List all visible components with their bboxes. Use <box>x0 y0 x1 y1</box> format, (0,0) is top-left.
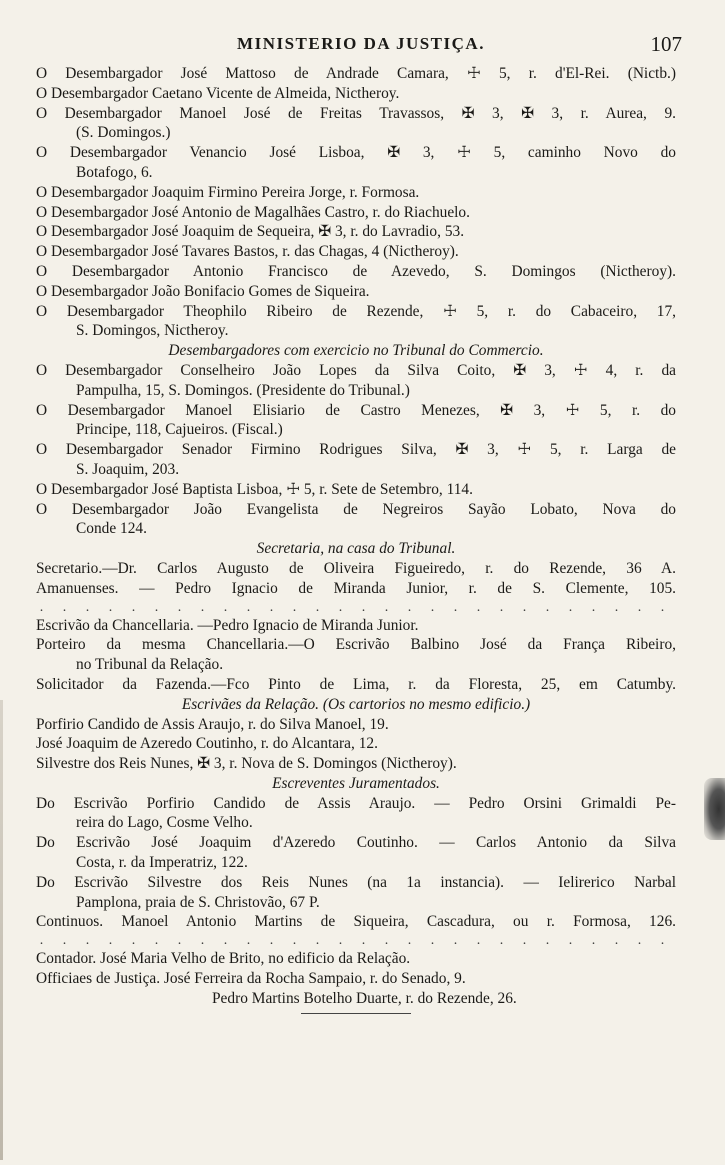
section-heading: Escreventes Juramentados. <box>272 774 440 792</box>
section-heading: Secretaria, na casa do Tribunal. <box>256 540 456 558</box>
page-header <box>36 34 686 62</box>
entry-line: O Desembargador José Tavares Bastos, r. das Chagas, 4 (Nictheroy). <box>36 243 459 261</box>
running-title: MINISTERIO DA JUSTIÇA. <box>237 34 485 53</box>
ink-blot <box>704 778 725 840</box>
closing-rule <box>301 1013 411 1014</box>
entry-line: O Desembargador João Bonifacio Gomes de Siqueira. <box>36 282 370 300</box>
entry-line: Secretario.—Dr. Carlos Augusto de Oliveira Figueiredo, r. do Rezende, 36 A. <box>36 559 676 577</box>
page-number: 107 <box>650 32 682 56</box>
entry-line: O Desembargador Conselheiro João Lopes da Silva Coito, ✠ 3, ☩ 4, r. da <box>36 361 676 379</box>
entry-line: Do Escrivão Silvestre dos Reis Nunes (na 1a instancia). — Ielirerico Narbal <box>36 873 676 891</box>
entry-line: Porteiro da mesma Chancellaria.—O Escrivão Balbino José da França Ribeiro, <box>36 636 676 654</box>
entry-line: Amanuenses. — Pedro Ignacio de Miranda Junior, r. de S. Clemente, 105. <box>36 579 676 597</box>
entry-continuation: S. Domingos, Nictheroy. <box>76 322 229 340</box>
page-body <box>36 64 676 1014</box>
entry-continuation: Pamplona, praia de S. Christovão, 67 P. <box>76 893 320 911</box>
entry-continuation: (S. Domingos.) <box>76 124 171 142</box>
entry-line: O Desembargador Antonio Francisco de Azevedo, S. Domingos (Nictheroy). <box>36 262 676 280</box>
entry-line: Do Escrivão Porfirio Candido de Assis Araujo. — Pedro Orsini Grimaldi Pe- <box>36 794 676 812</box>
entry-line: O Desembargador José Baptista Lisboa, ☩ 5, r. Sete de Setembro, 114. <box>36 480 473 498</box>
entry-line: O Desembargador Caetano Vicente de Almeida, Nictheroy. <box>36 84 400 102</box>
entry-line: O Desembargador Venancio José Lisboa, ✠ 3, ☩ 5, caminho Novo do <box>36 144 676 162</box>
entry-continuation: reira do Lago, Cosme Velho. <box>76 814 253 832</box>
entry-line: Porfirio Candido de Assis Araujo, r. do Silva Manoel, 19. <box>36 715 389 733</box>
entry-line: O Desembargador Joaquim Firmino Pereira Jorge, r. Formosa. <box>36 183 420 201</box>
entry-line: Continuos. Manoel Antonio Martins de Siqueira, Cascadura, ou r. Formosa, 126. <box>36 913 676 931</box>
entry-continuation: Botafogo, 6. <box>76 163 153 181</box>
entry-continuation: Pampulha, 15, S. Domingos. (Presidente do Tribunal.) <box>76 381 410 399</box>
entry-line: O Desembargador José Antonio de Magalhães Castro, r. do Riachuelo. <box>36 203 470 221</box>
section-heading: Escrivães da Relação. (Os cartorios no mesmo edificio.) <box>181 695 531 713</box>
entry-line: Officiaes de Justiça. José Ferreira da Rocha Sampaio, r. do Senado, 9. <box>36 970 466 988</box>
entry-line: José Joaquim de Azeredo Coutinho, r. do Alcantara, 12. <box>36 735 378 753</box>
entry-line: O Desembargador Manoel José de Freitas Travassos, ✠ 3, ✠ 3, r. Aurea, 9. <box>36 104 676 122</box>
section-heading: Desembargadores com exercicio no Tribunal do Commercio. <box>168 342 544 360</box>
entry-continuation: Conde 124. <box>76 520 147 538</box>
entry-line: O Desembargador José Joaquim de Sequeira, ✠ 3, r. do Lavradio, 53. <box>36 223 465 241</box>
entry-line: Solicitador da Fazenda.—Fco Pinto de Lima, r. da Floresta, 25, em Catumby. <box>36 675 676 693</box>
entry-line: Silvestre dos Reis Nunes, ✠ 3, r. Nova de S. Domingos (Nictheroy). <box>36 755 457 773</box>
entry-continuation: no Tribunal da Relação. <box>76 656 224 674</box>
entry-line: O Desembargador Manoel Elisiario de Castro Menezes, ✠ 3, ☩ 5, r. do <box>36 401 676 419</box>
entry-line: Contador. José Maria Velho de Brito, no edificio da Relação. <box>36 950 411 968</box>
entry-line: Pedro Martins Botelho Duarte, r. do Rezende, 26. <box>212 989 517 1007</box>
entry-line: Escrivão da Chancellaria. —Pedro Ignacio de Miranda Junior. <box>36 616 419 634</box>
entry-line: O Desembargador José Mattoso de Andrade Camara, ☩ 5, r. d'El-Rei. (Nictb.) <box>36 65 676 82</box>
entry-continuation: S. Joaquim, 203. <box>76 460 180 478</box>
dotted-separator: . . . . . . . . . . . . . . . . . . . . . . . . . . . . <box>39 933 673 949</box>
entry-line: O Desembargador Senador Firmino Rodrigues Silva, ✠ 3, ☩ 5, r. Larga de <box>36 441 676 459</box>
entry-line: Do Escrivão José Joaquim d'Azeredo Coutinho. — Carlos Antonio da Silva <box>36 834 676 852</box>
page-edge <box>0 700 3 1160</box>
entry-line: O Desembargador João Evangelista de Negreiros Sayão Lobato, Nova do <box>36 500 676 518</box>
dotted-separator: . . . . . . . . . . . . . . . . . . . . . . . . . . . . <box>39 599 673 615</box>
entry-line: O Desembargador Theophilo Ribeiro de Rezende, ☩ 5, r. do Cabaceiro, 17, <box>36 302 676 320</box>
entry-continuation: Costa, r. da Imperatriz, 122. <box>76 854 248 872</box>
entry-continuation: Principe, 118, Cajueiros. (Fiscal.) <box>76 421 283 439</box>
